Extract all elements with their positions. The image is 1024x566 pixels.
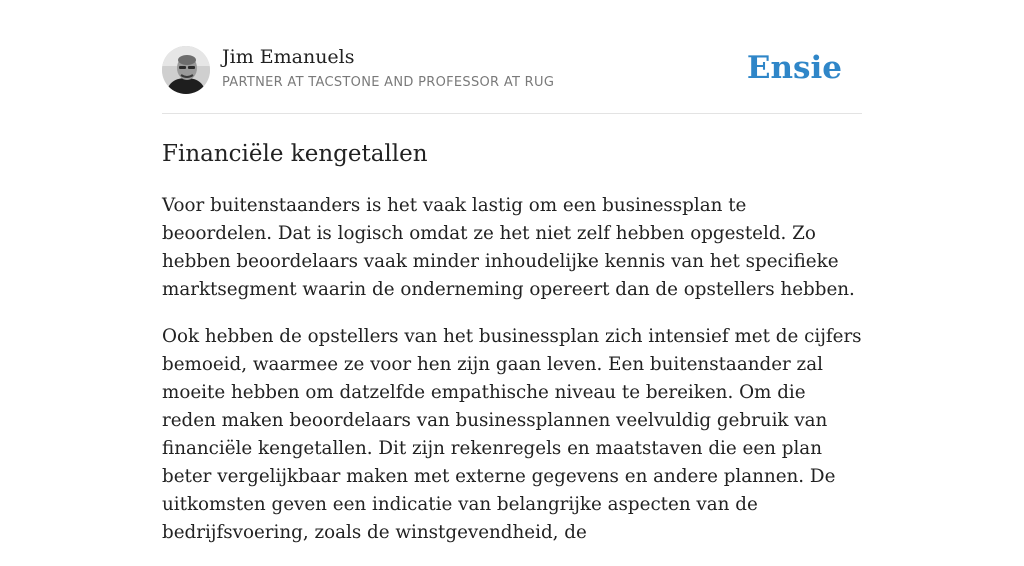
author-role: PARTNER AT TACSTONE AND PROFESSOR AT RUG xyxy=(222,75,555,90)
page-container xyxy=(162,0,862,566)
ensie-logo-link[interactable]: Ensie xyxy=(746,50,842,86)
author-header xyxy=(162,0,862,114)
article-paragraph: Ook hebben de opstellers van het businessplan zich intensief met de cijfers bemoeid, waarmee ze voor hen zijn gaan leven. Een buitenstaander zal moeite hebben om datzelfde empathische niveau te bereiken. Om die reden maken beoordelaars van businessplannen veelvuldig gebruik van financiële kengetallen. Dit zijn rekenregels en maatstaven die een plan beter vergelijkbaar maken met externe gegevens en andere plannen. De uitkomsten geven een indicatie van belangrijke aspecten van de bedrijfsvoering, zoals de winstgevendheid, de xyxy=(162,326,862,543)
author-avatar[interactable] xyxy=(162,46,210,94)
author-photo-icon xyxy=(162,46,210,94)
article-paragraph: Voor buitenstaanders is het vaak lastig om een businessplan te beoordelen. Dat is logisch omdat ze het niet zelf hebben opgesteld. Zo hebben beoordelaars vaak minder inhoudelijke kennis van het specifieke marktsegment waarin de onderneming opereert dan de opstellers hebben. xyxy=(162,195,855,300)
article-body xyxy=(162,192,862,547)
author-name[interactable]: Jim Emanuels xyxy=(222,46,355,68)
article-title: Financiële kengetallen xyxy=(162,141,428,167)
